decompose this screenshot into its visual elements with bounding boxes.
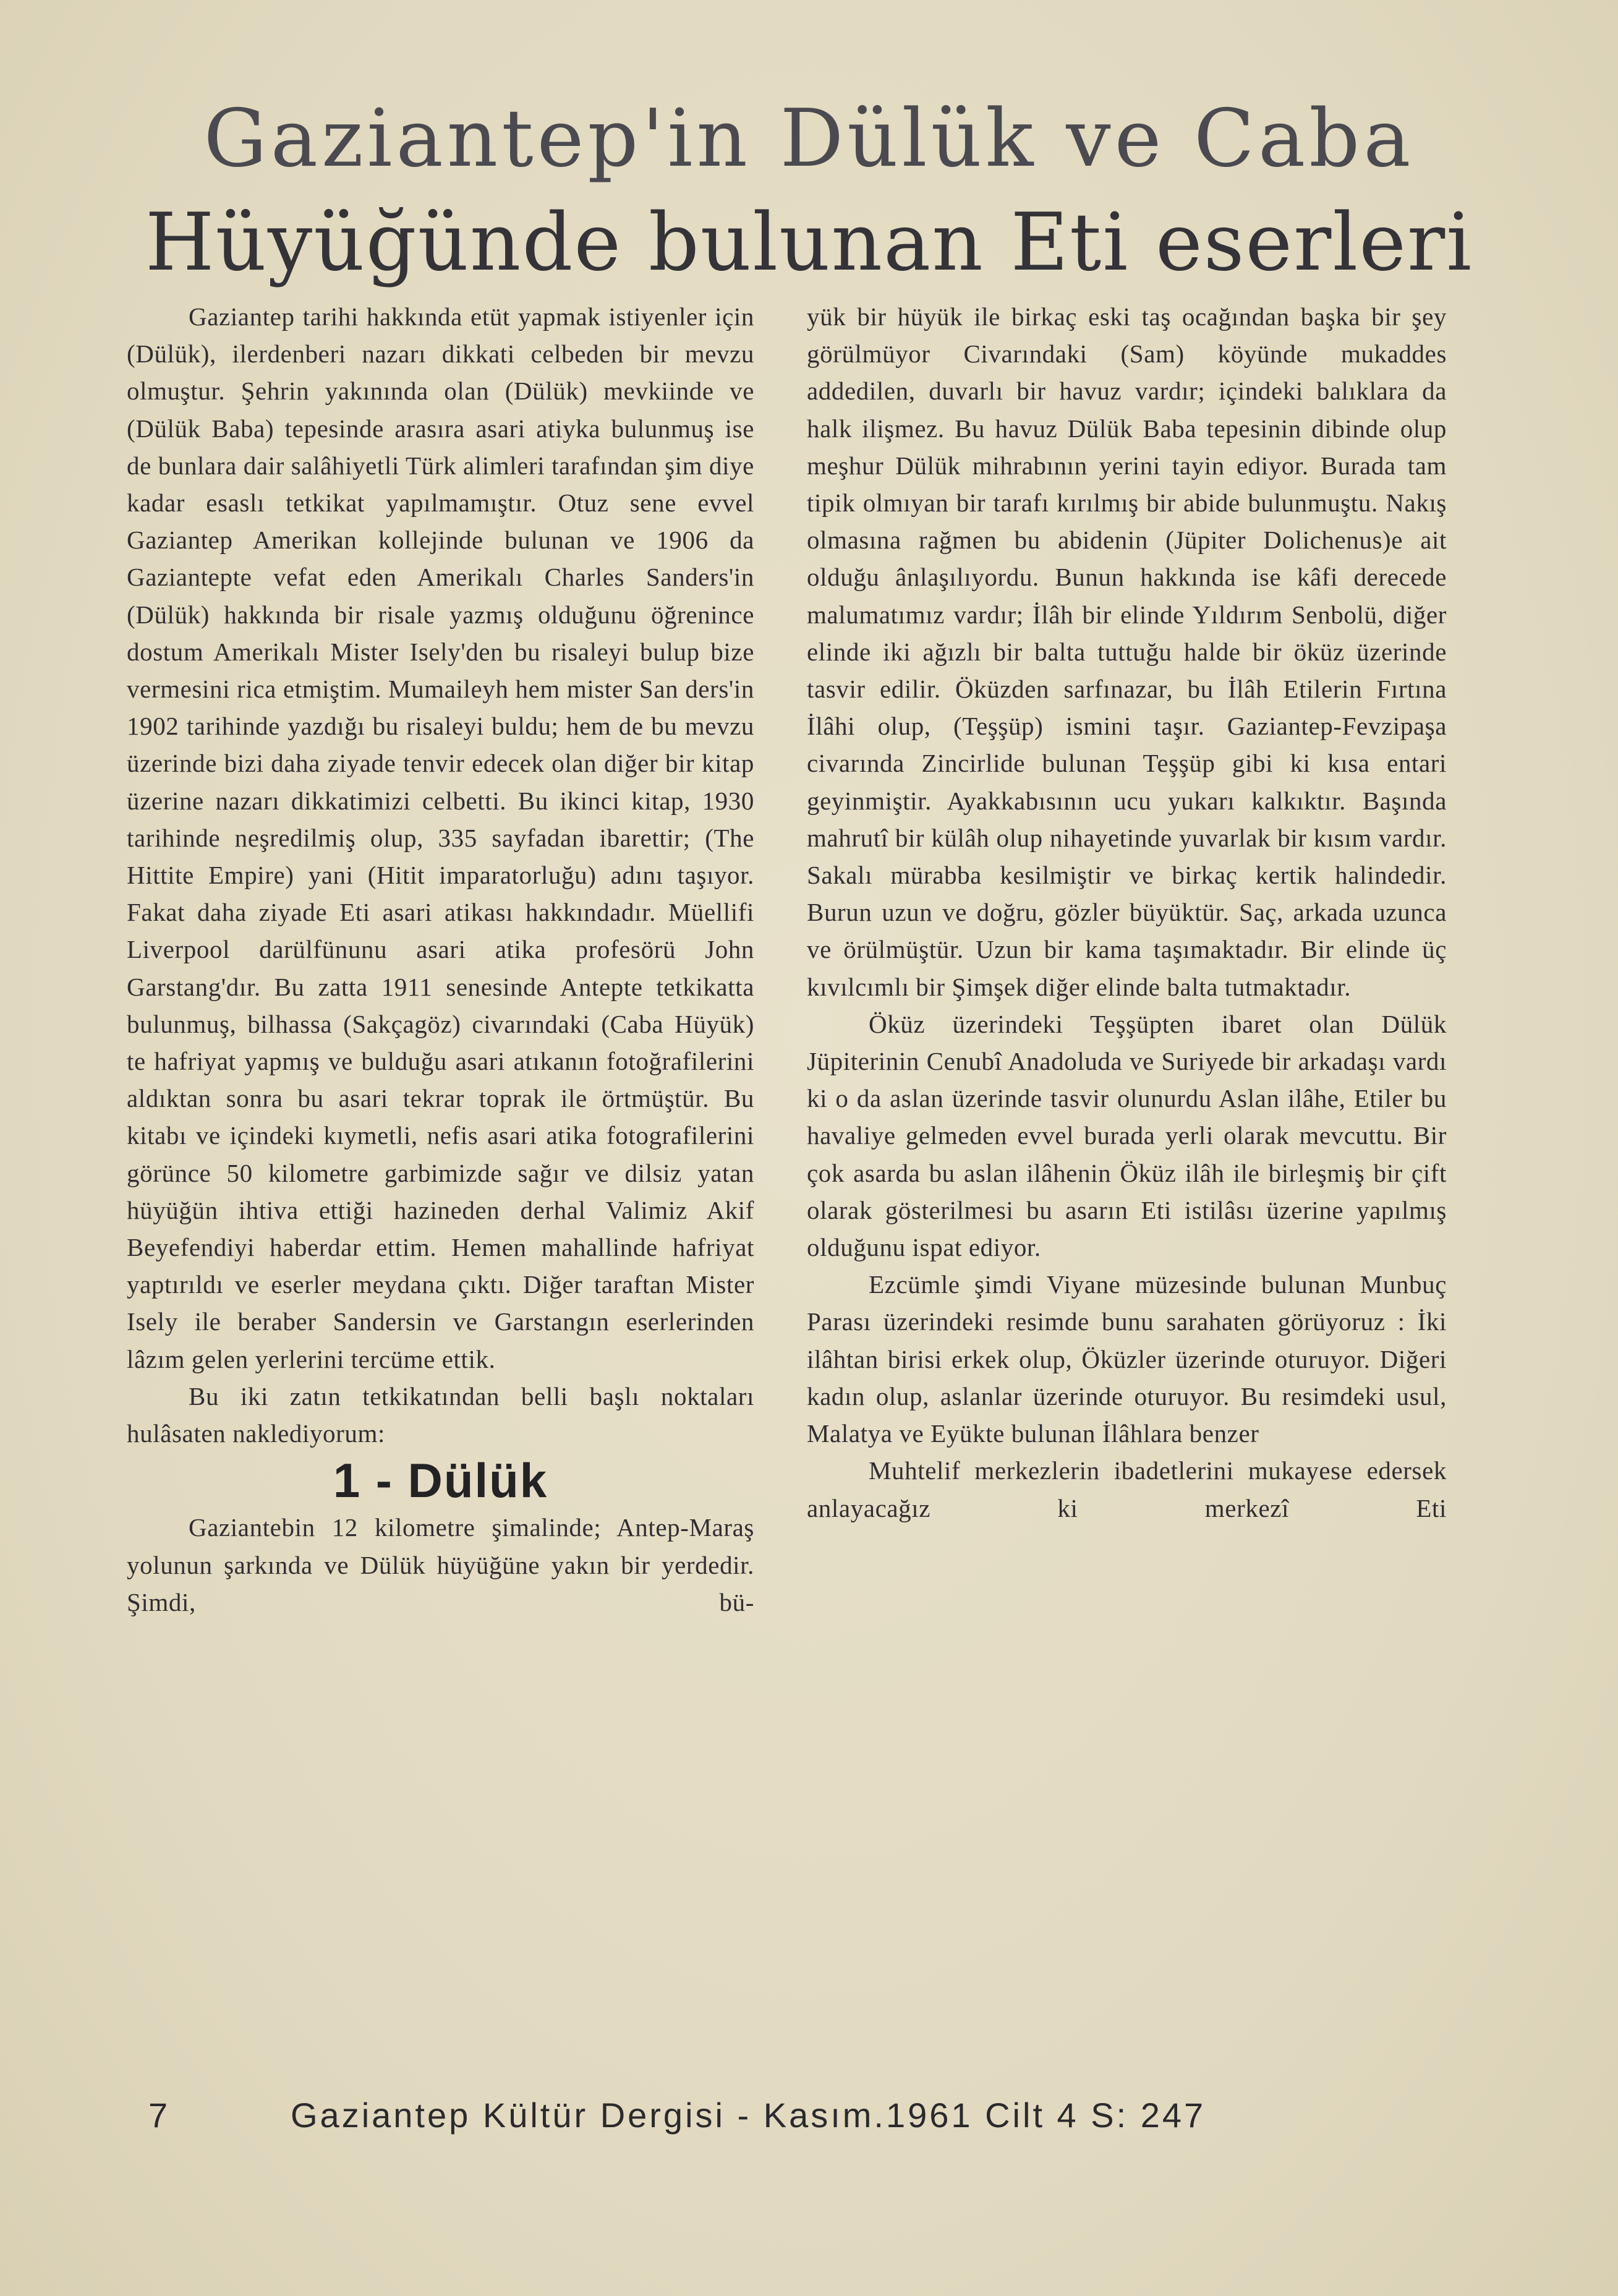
body-paragraph: Muhtelif merkezlerin ibadetlerini mukayese edersek anlayacağız ki merkezî Eti xyxy=(807,1456,1447,1522)
page-number: 7 xyxy=(148,2096,168,2135)
body-paragraph: Gaziantebin 12 kilometre şimalinde; Antep-Maraş yolunun şarkında ve Dülük hüyüğüne yakın bir yerdedir. Şimdi, bü- xyxy=(127,1513,754,1616)
section-heading: 1 - Dülük xyxy=(333,1453,548,1508)
footer-citation: Gaziantep Kültür Dergisi - Kasım.1961 Cilt 4 S: 247 xyxy=(291,2096,1206,2135)
right-column xyxy=(807,298,1447,1527)
article-title-line-1: Gaziantep'in Dülük ve Caba xyxy=(203,93,1415,185)
left-column xyxy=(127,298,754,1621)
body-paragraph: Öküz üzerindeki Teşşüpten ibaret olan Dülük Jüpiterinin Cenubî Anadoluda ve Suriyede bir arkadaşı vardı ki o da aslan üzerinde tasvir olunurdu Aslan ilâhe, Etiler bu havaliye gelmeden evvel burada yerli olarak mevcuttu. Bir çok asarda bu aslan ilâhenin Öküz ilâh ile birleşmiş bir çift olarak gösterilmesi bu asarın Eti istilâsı üzerine yapılmış olduğunu ispat ediyor. xyxy=(807,1009,1447,1262)
article-title-line-2: Hüyüğünde bulunan Eti eserleri xyxy=(145,197,1473,289)
body-paragraph: yük bir hüyük ile birkaç eski taş ocağından başka bir şey görülmüyor Civarındaki (Sam) köyünde mukaddes addedilen, duvarlı bir havuz vardır; içindeki balıklara da halk ilişmez. Bu havuz Dülük Baba tepesinin dibinde olup meşhur Dülük mihrabının yerini tayin ediyor. Burada tam tipik olmıyan bir tarafı kırılmış bir abide bulunmuştu. Nakış olmasına rağmen bu abidenin (Jüpiter Dolichenus)e ait olduğu ânlaşılıyordu. Bunun hakkında ise kâfi derecede malumatımız vardır; İlâh bir elinde Yıldırım Senbolü, diğer elinde iki ağızlı bir balta tuttuğu halde bir öküz üzerinde tasvir edilir. Öküzden sarfınazar, bu İlâh Etilerin Fırtına İlâhi olup, (Teşşüp) ismini taşır. Gaziantep-Fevzipaşa civarında Zincirlide bulunan Teşşüp gibi ki kısa entari geyinmiştir. Ayakkabısının ucu yukarı kalkıktır. Başında mahrutî bir külâh olup nihayetinde yuvarlak bir kısım vardır. Sakalı mürabba kesilmiştir ve birkaç kertik halindedir. Burun uzun ve doğru, gözler büyüktür. Saç, arkada uzunca ve örülmüştür. Uzun bir kama taşımaktadır. Bir elinde üç kıvılcımlı bir Şimşek diğer elinde balta tutmaktadır. xyxy=(807,302,1447,1001)
body-paragraph: Ezcümle şimdi Viyane müzesinde bulunan Munbuç Parası üzerindeki resimde bunu sarahaten görüyoruz : İki ilâhtan birisi erkek olup, Öküzler üzerinde oturuyor. Diğeri kadın olup, aslanlar üzerinde oturuyor. Bu resimdeki usul, Malatya ve Eyükte bulunan İlâhlara benzer xyxy=(807,1270,1447,1448)
body-paragraph: Bu iki zatın tetkikatından belli başlı noktaları hulâsaten naklediyorum: xyxy=(127,1381,754,1448)
page-footer xyxy=(148,2095,1434,2144)
body-paragraph: Gaziantep tarihi hakkında etüt yapmak istiyenler için (Dülük), ilerdenberi nazarı dikkati celbeden bir mevzu olmuştur. Şehrin yakınında olan (Dülük) mevkiinde ve (Dülük Baba) tepesinde arasıra asari atiyka bulunmuş ise de bunlara dair salâhiyetli Türk alimleri tarafından şim diye kadar esaslı tetkikat yapılmamıştır. Otuz sene evvel Gaziantep Amerikan kollejinde bulunan ve 1906 da Gaziantepte vefat eden Amerikalı Charles Sanders'in (Dülük) hakkında bir risale yazmış olduğunu öğrenince dostum Amerikalı Mister Isely'den bu risaleyi bulup bize vermesini rica etmiştim. Mumaileyh hem mister San ders'in 1902 tarihinde yazdığı bu risaleyi buldu; hem de bu mevzu üzerinde bizi daha ziyade tenvir edecek olan diğer bir kitap üzerine nazarı dikkatimizi celbetti. Bu ikinci kitap, 1930 tarihinde neşredilmiş olup, 335 sayfadan ibarettir; (The Hittite Empire) yani (Hitit imparatorluğu) adını taşıyor. Fakat daha ziyade Eti asari atikası hakkındadır. Müellifi Liverpool darülfünunu asari atika profesörü John Garstang'dır. Bu zatta 1911 senesinde Antepte tetkikatta bulunmuş, bilhassa (Sakçagöz) civarındaki (Caba Hüyük) te hafriyat yapmış ve bulduğu asari atıkanın fotoğrafilerini aldıktan sonra bu asari tekrar toprak ile örtmüştür. Bu kitabı ve içindeki kıymetli, nefis asari atika fotografilerini görünce 50 kilometre garbimizde sağır ve dilsiz yatan hüyüğün ihtiva ettiği hazineden derhal Valimiz Akif Beyefendiyi haberdar ettim. Hemen mahallinde hafriyat yaptırıldı ve eserler meydana çıktı. Diğer taraftan Mister Isely ile beraber Sandersin ve Garstangın eserlerinden lâzım gelen yerlerini tercüme ettik. xyxy=(127,302,754,1373)
